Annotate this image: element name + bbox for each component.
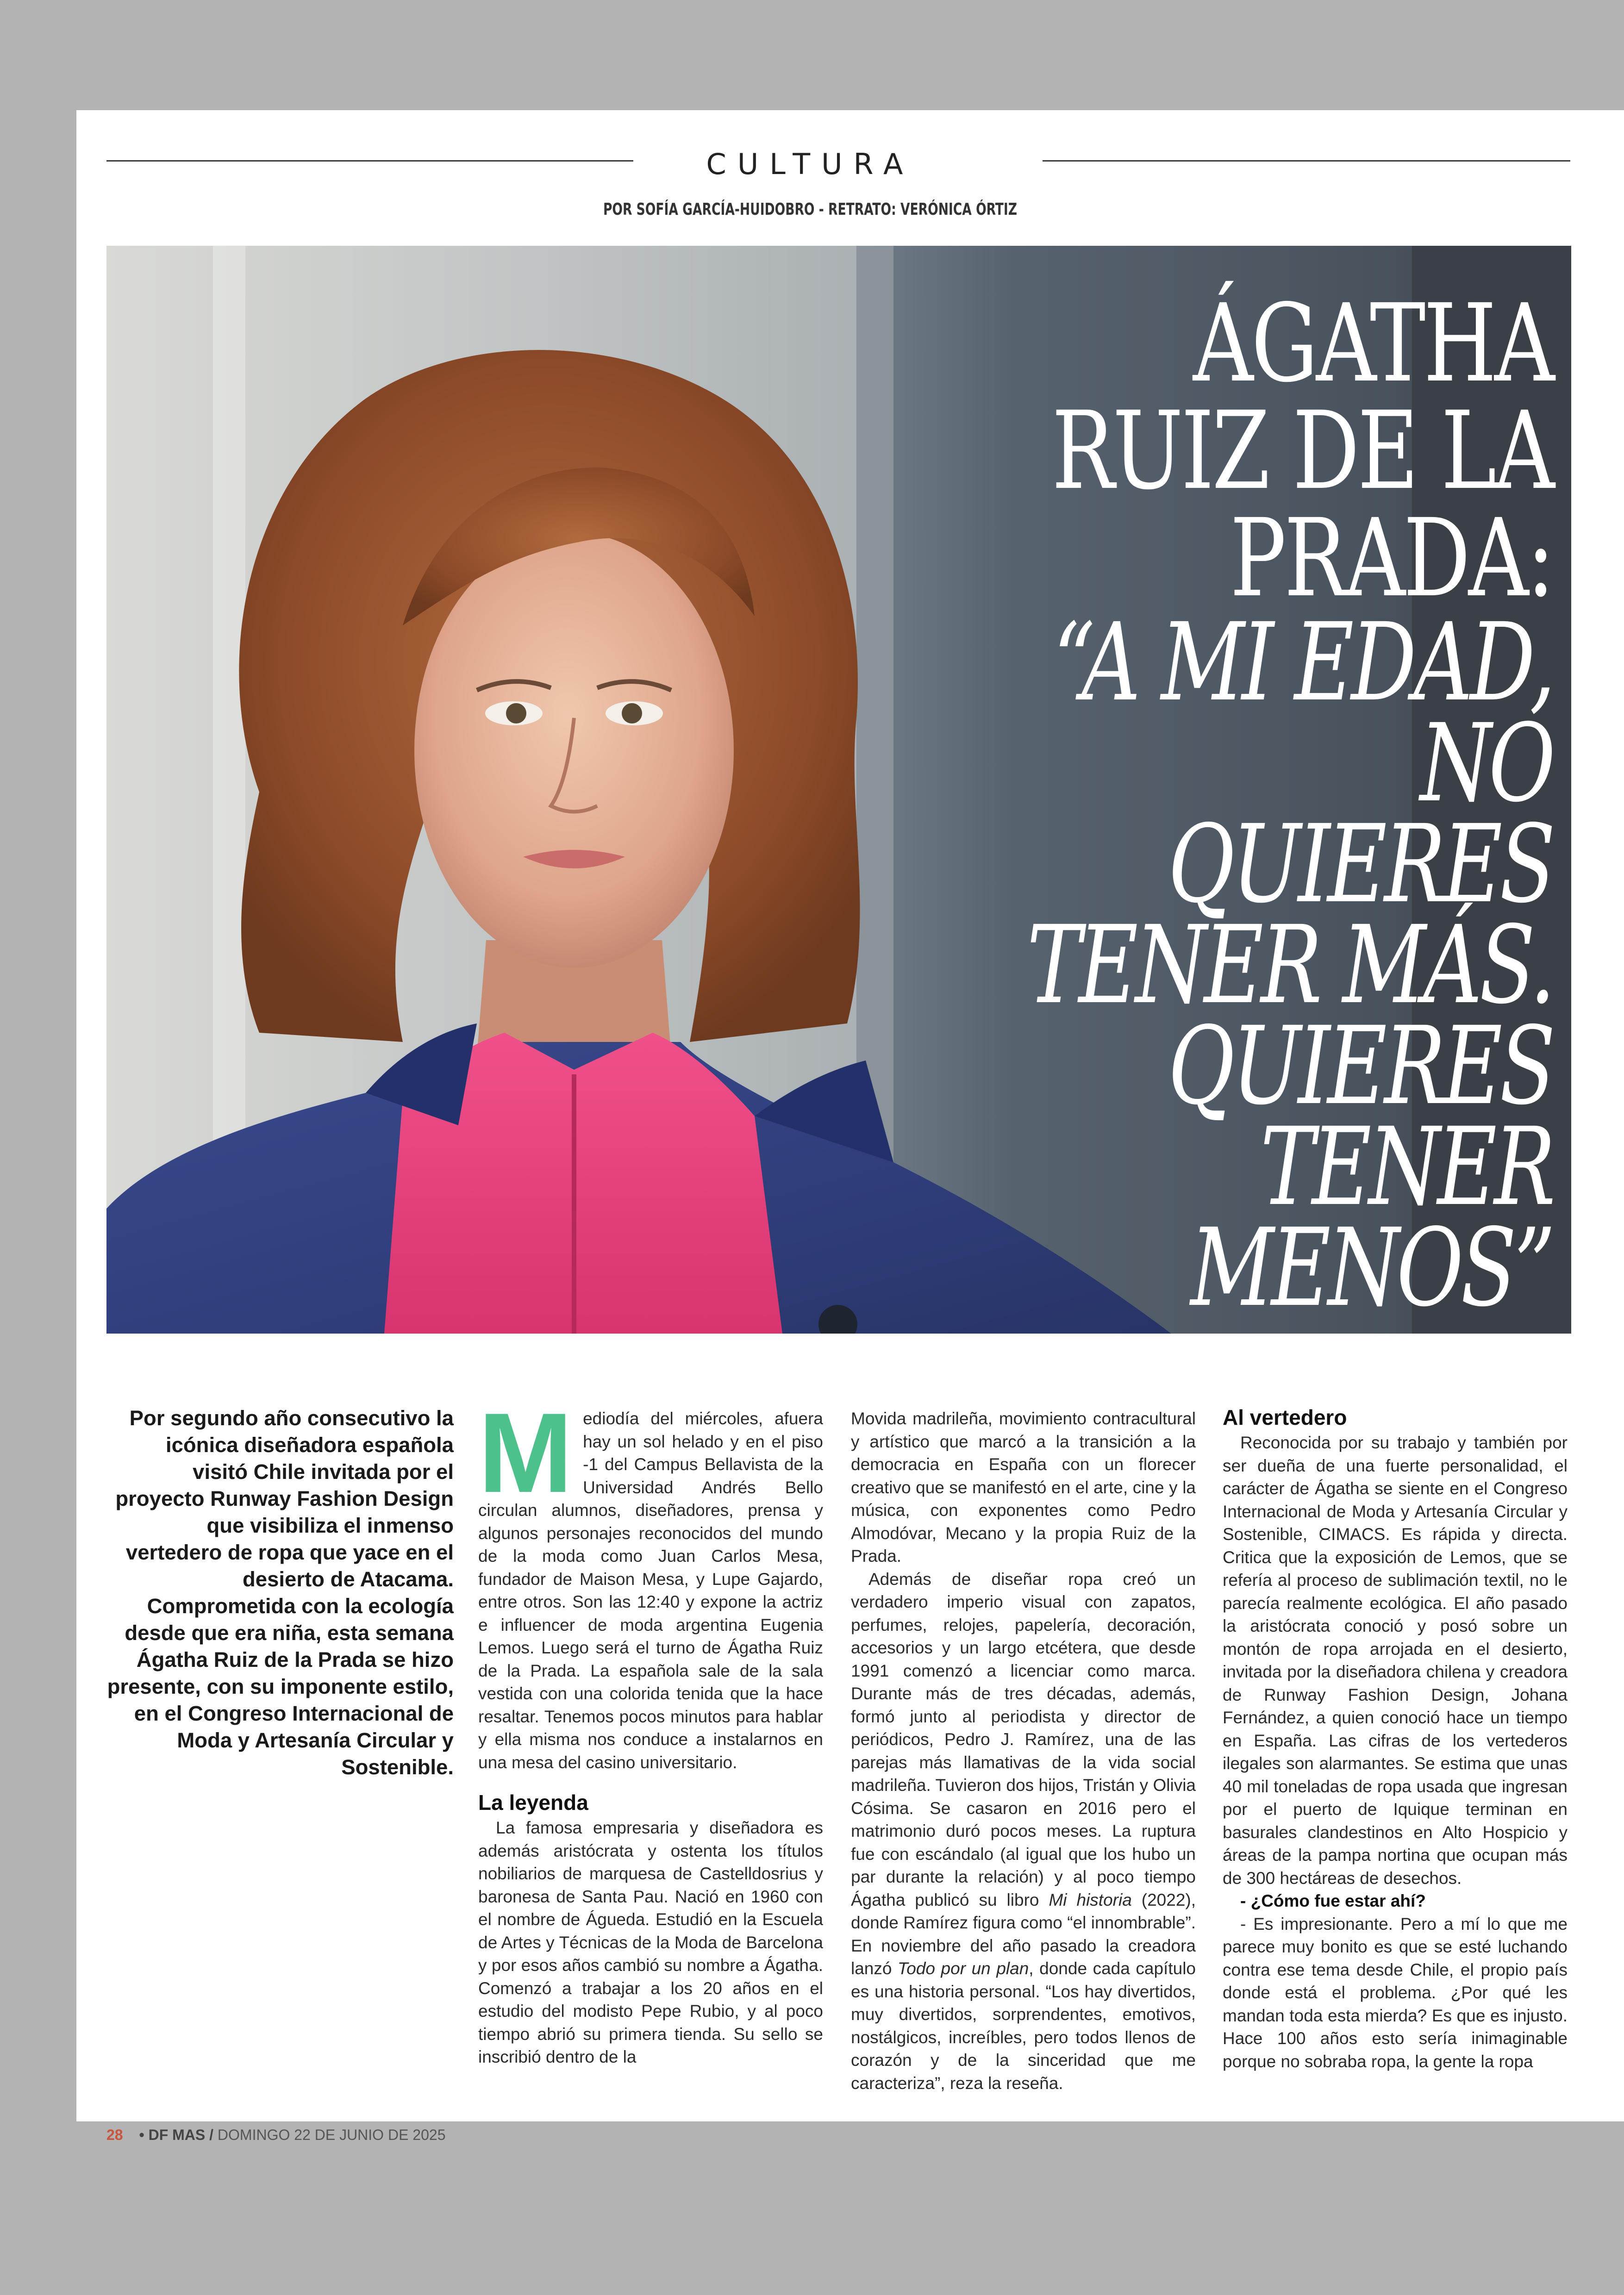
paragraph-text: , donde cada capítulo es una historia personal. “Los hay divertidos, muy divertidos, sorprendentes, emotivos, nostálgicos, increíbles, pero todos llenos de corazón y de la sinceridad que me caracteriza”, reza la reseña. [851,1959,1196,2093]
page-number: 28 [106,2127,123,2143]
headline-name-line: PRADA: [1230,496,1553,621]
headline-quote-line: NO QUIERES [1168,701,1553,927]
paragraph-text: Además de diseñar ropa creó un verdadero imperio visual con zapatos, perfumes, relojes, papelería, decoración, accesorios y un largo etcétera, que desde 1991 comenzó a licenciar como marca. Durante más de tres décadas, además, formó junto al periodista y director de periódicos, Pedro J. Ramírez, una de las parejas más llamativas de la vida social madrileña. Tuvieron dos hijos, Tristán y Olivia Cósima. Se casaron en 2016 pero el matrimonio duró pocos meses. La ruptura fue con escándalo (al igual que los hubo un par durante la relación) y al poco tiempo Ágatha publicó su libro [851,1569,1196,1909]
interview-question: - ¿Cómo fue estar ahí? [1240,1891,1426,1910]
headline-quote-line: “A MI EDAD, [1053,600,1553,725]
paragraph: Movida madrileña, movimiento contracultural y artístico que marcó a la transición a la democracia en España con un florecer creativo que se manifestó en el arte, cine y la música, con exponentes como Pedro Almodóvar, Mecano y la propia Ruiz de la Prada. [851,1409,1196,1565]
page-footer [106,2127,445,2144]
headline-quote-line: TENER [1260,1104,1553,1229]
header-rule-right [1043,160,1570,162]
headline-name-line: RUIZ DE LA [1051,388,1553,513]
issue-date: DOMINGO 22 DE JUNIO DE 2025 [217,2127,446,2143]
article-column-2 [851,1407,1196,2095]
headline [858,281,1553,1330]
paragraph: La famosa empresaria y diseñadora es además aristócrata y ostenta los títulos nobiliarios de marquesa de Castelldosrius y baronesa de Santa Pau. Nació en 1960 con el nombre de Águeda. Estudió en la Escuela de Artes y Técnicas de la Moda de Barcelona y por esos años cambió su nombre a Ágatha. Comenzó a trabajar a los 20 años en el estudio del modisto Pepe Rubio, y al poco tiempo abrió su primera tienda. Su sello se inscribió dentro de la [478,1818,823,2066]
paragraph [851,1568,1196,2095]
paragraph-text: (2022), donde Ramírez figura como “el innombrable”. En noviembre del año pasado la creadora lanzó [851,1890,1196,1978]
headline-quote-line: QUIERES [1168,1004,1553,1129]
interview-answer: - Es impresionante. Pero a mí lo que me parece muy bonito es que se esté luchando contra ese tema desde Chile, el propio país donde está el problema. ¿Por qué les mandan toda esta mierda? Es que es injusto. Hace 100 años esto sería inimaginable porque no sobraba ropa, la gente la ropa [1223,1914,1568,2071]
book-title: Todo por un plan [898,1959,1029,1978]
header-rule-left [106,160,633,162]
article-deck: Por segundo año consecutivo la icónica diseñadora española visitó Chile invitada por el proyecto Runway Fashion Design que visibiliza el inmenso vertedero de ropa que yace en el desierto de Atacama. Comprometida con la ecología desde que era niña, esta semana Ágatha Ruiz de la Prada se hizo presente, con su imponente estilo, en el Congreso Internacional de Moda y Artesanía Circular y Sostenible. [107,1406,454,1779]
paragraph: Reconocida por su trabajo y también por ser dueña de una fuerte personalidad, el carácter de Ágatha se siente en el Congreso Internacional de Moda y Artesanía Circular y Sostenible, CIMACS. Es rápida y directa. Critica que la exposición de Lemos, que se refería al proceso de sublimación textil, no le parecía realmente ecológica. El año pasado la aristócrata conoció y posó sobre un montón de ropa arrojada en el desierto, invitada por la diseñadora chilena y creadora de Runway Fashion Design, Johana Fernández, a quien conoció hace un tiempo en España. Las cifras de los vertederos ilegales son alarmantes. Se estima que unas 40 mil toneladas de ropa usada que ingresan por el puerto de Iquique terminan en basurales clandestinos en Alto Hospicio y áreas de la pampa nortina que ocupan más de 300 hectáreas de desechos. [1223,1433,1568,1888]
byline: POR SOFÍA GARCÍA-HUIDOBRO - RETRATO: VERÓNICA ÓRTIZ [603,200,1018,219]
face-shape [414,533,734,968]
drop-cap: M [478,1389,573,1516]
section-title: CULTURA [706,147,914,181]
headline-quote-line: TENER MÁS. [1027,903,1553,1028]
article-column-3 [1223,1407,1568,2073]
publication-name: • DF MAS / [139,2127,214,2143]
book-title: Mi historia [1049,1890,1132,1909]
paragraph: ediodía del miércoles, afuera hay un sol helado y en el piso -1 del Campus Bellavista de la Universidad Andrés Bello circulan alumnos, diseñadores, prensa y algunos personajes reconocidos del mundo de la moda como Juan Carlos Mesa, fundador de Maison Mesa, y Lupe Gajardo, entre otros. Son las 12:40 y expone la actriz e influencer de moda argentina Eugenia Lemos. Luego será el turno de Ágatha Ruiz de la Prada. La española sale de la sala vestida con una colorida tenida que la hace resaltar. Tenemos pocos minutos para hablar y ella misma nos conduce a instalarnos en una mesa del casino universitario. [478,1409,823,1772]
hero-image [106,246,1571,1334]
headline-quote-line: MENOS” [1190,1205,1553,1330]
headline-name-line: ÁGATHA [1193,281,1553,406]
subheading-al-vertedero: Al vertedero [1223,1405,1347,1429]
subheading-la-leyenda: La leyenda [478,1790,588,1815]
article-column-1 [478,1389,823,2069]
